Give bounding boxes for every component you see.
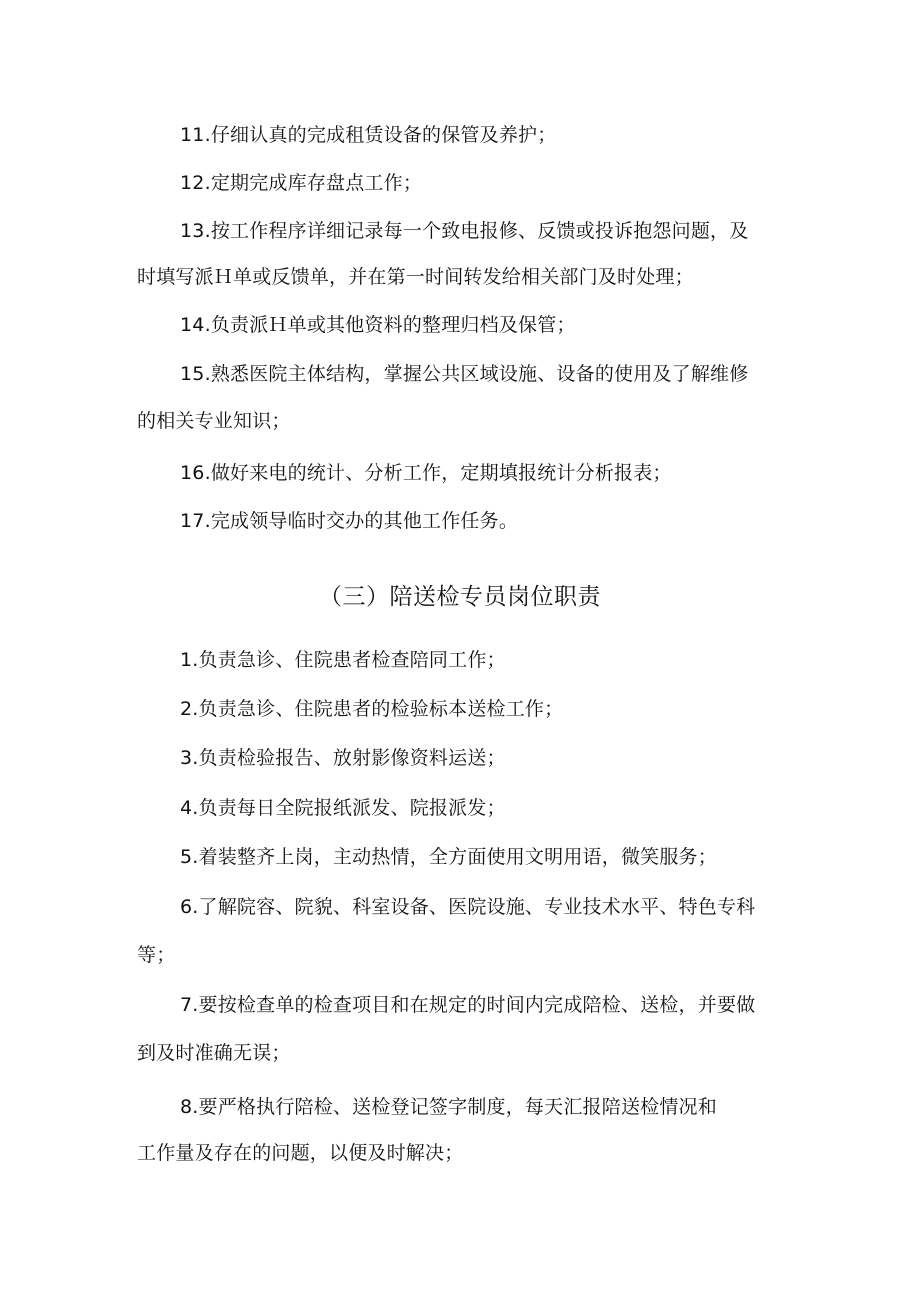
list-item	[180, 992, 755, 1018]
list-item	[180, 122, 556, 148]
list-item	[180, 647, 506, 673]
item-number: 8	[180, 1096, 193, 1118]
list-item	[180, 1094, 717, 1120]
list-item	[180, 894, 755, 920]
item-text: .熟悉医院主体结构，掌握公共区域设施、设备的使用及了解维修	[204, 363, 749, 385]
item-number: 16	[180, 462, 205, 484]
item-number: 13	[180, 220, 205, 242]
item-text: .做好来电的统计、分析工作，定期填报统计分析报表；	[204, 462, 672, 484]
item-text: .了解院容、院貌、科室设备、医院设施、专业技术水平、特色专科	[192, 896, 756, 918]
item-text: .负责检验报告、放射影像资料运送；	[192, 747, 506, 769]
item-text: .负责急诊、住院患者检查陪同工作；	[192, 649, 506, 671]
section-heading: （三）陪送检专员岗位职责	[319, 584, 601, 610]
list-item-continuation: 的相关专业知识；	[137, 410, 291, 432]
list-item	[180, 696, 563, 722]
item-number: 2	[180, 698, 193, 720]
item-number: 5	[180, 846, 193, 868]
list-item-continuation: 到及时准确无误；	[137, 1042, 291, 1064]
list-item-continuation: 工作量及存在的问题，以便及时解决；	[137, 1142, 464, 1164]
item-text: .负责每日全院报纸派发、院报派发；	[192, 797, 506, 819]
list-item	[180, 312, 576, 338]
item-text: .定期完成库存盘点工作；	[204, 172, 423, 194]
item-text: .负责急诊、住院患者的检验标本送检工作；	[192, 698, 564, 720]
item-text: .负责派Ｈ单或其他资料的整理归档及保管；	[204, 314, 576, 336]
item-number: 6	[180, 896, 193, 918]
list-item-continuation: 时填写派Ｈ单或反馈单，并在第一时间转发给相关部门及时处理；	[137, 266, 694, 288]
list-item	[180, 508, 518, 534]
item-number: 12	[180, 172, 205, 194]
item-text: .着装整齐上岗，主动热情，全方面使用文明用语，微笑服务；	[192, 846, 717, 868]
item-text: .要严格执行陪检、送检登记签字制度，每天汇报陪送检情况和	[192, 1096, 717, 1118]
list-item	[180, 170, 422, 196]
item-number: 7	[180, 994, 193, 1016]
item-text: .要按检查单的检查项目和在规定的时间内完成陪检、送检，并要做	[192, 994, 756, 1016]
list-item	[180, 795, 506, 821]
list-item	[180, 218, 748, 244]
item-text: .按工作程序详细记录每一个致电报修、反馈或投诉抱怨问题，及	[204, 220, 749, 242]
item-text: .仔细认真的完成租赁设备的保管及养护；	[204, 124, 557, 146]
item-number: 15	[180, 363, 205, 385]
list-item	[180, 844, 717, 870]
list-item	[180, 745, 506, 771]
list-item	[180, 361, 748, 387]
item-number: 11	[180, 124, 205, 146]
item-number: 3	[180, 747, 193, 769]
item-number: 1	[180, 649, 193, 671]
item-number: 14	[180, 314, 205, 336]
list-item	[180, 460, 672, 486]
list-item-continuation: 等；	[137, 944, 176, 966]
item-number: 4	[180, 797, 193, 819]
item-number: 17	[180, 510, 205, 532]
item-text: .完成领导临时交办的其他工作任务。	[204, 510, 519, 532]
